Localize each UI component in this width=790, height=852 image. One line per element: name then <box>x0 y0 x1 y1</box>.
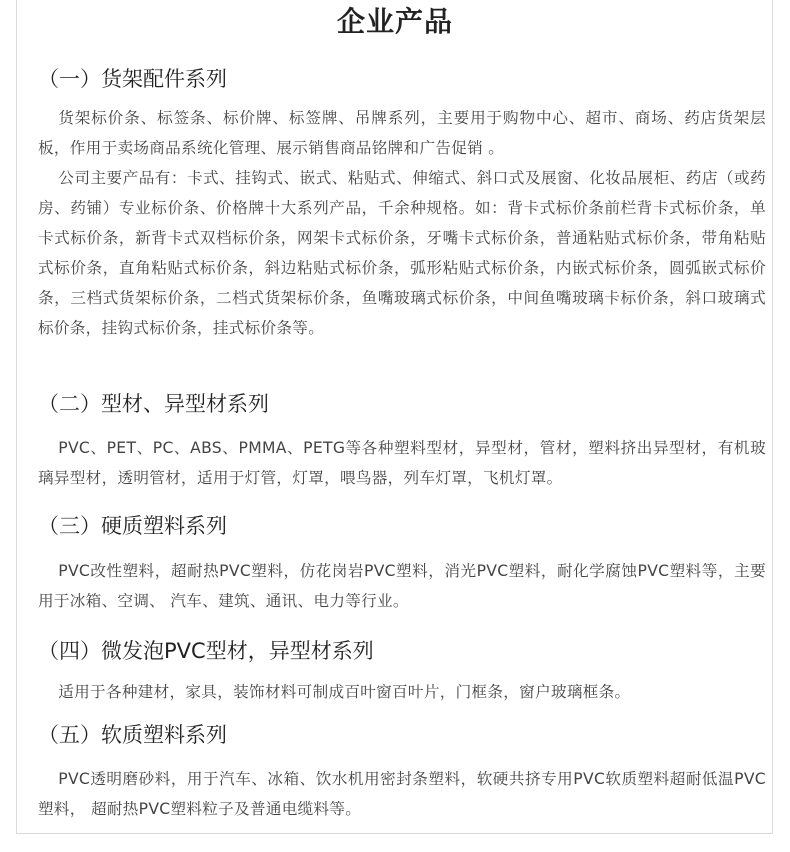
section-paragraph: PVC透明磨砂料，用于汽车、冰箱、饮水机用密封条塑料，软硬共挤专用PVC软质塑料超耐低温PVC塑料， 超耐热PVC塑料粒子及普通电缆料等。 <box>38 770 766 818</box>
section-paragraph: 适用于各种建材，家具，装饰材料可制成百叶窗百叶片，门框条，窗户玻璃框条。 <box>58 683 631 701</box>
page-title: 企业产品 <box>336 5 453 38</box>
section-paragraph: PVC改性塑料，超耐热PVC塑料，仿花岗岩PVC塑料，消光PVC塑料，耐化学腐蚀PVC塑料等，主要用于冰箱、空调、 汽车、建筑、通讯、电力等行业。 <box>38 562 766 610</box>
section-heading-soft-plastics: （五）软质塑料系列 <box>38 723 227 747</box>
section-paragraph: 公司主要产品有：卡式、挂钩式、嵌式、粘贴式、伸缩式、斜口式及展窗、化妆品展柜、药店（或药房、药铺）专业标价条、价格牌十大系列产品，千余种规格。如：背卡式标价条前栏背卡式标价条，单卡式标价条，新背卡式双档标价条，网架卡式标价条，牙嘴卡式标价条，普通粘贴式标价条，带角粘贴式标价条，直角粘贴式标价条，斜边粘贴式标价条，弧形粘贴式标价条，内嵌式标价条，圆弧嵌式标价条，三档式货架标价条，二档式货架标价条，鱼嘴玻璃式标价条，中间鱼嘴玻璃卡标价条，斜口玻璃式标价条，挂钩式标价条，挂式标价条等。 <box>38 169 766 337</box>
section-heading-profiles: （二）型材、异型材系列 <box>38 392 269 416</box>
section-heading-foam-pvc: （四）微发泡PVC型材，异型材系列 <box>38 639 374 663</box>
section-heading-rigid-plastics: （三）硬质塑料系列 <box>38 514 227 538</box>
section-paragraph: 货架标价条、标签条、标价牌、标签牌、吊牌系列，主要用于购物中心、超市、商场、药店货架层板，作用于卖场商品系统化管理、展示销售商品铭牌和广告促销 。 <box>38 109 766 157</box>
section-paragraph: PVC、PET、PC、ABS、PMMA、PETG等各种塑料型材，异型材，管材，塑料挤出异型材，有机玻璃异型材，透明管材，适用于灯管，灯罩，喂鸟器，列车灯罩，飞机灯罩。 <box>38 439 766 487</box>
section-heading-shelf-accessories: （一）货架配件系列 <box>38 67 227 91</box>
